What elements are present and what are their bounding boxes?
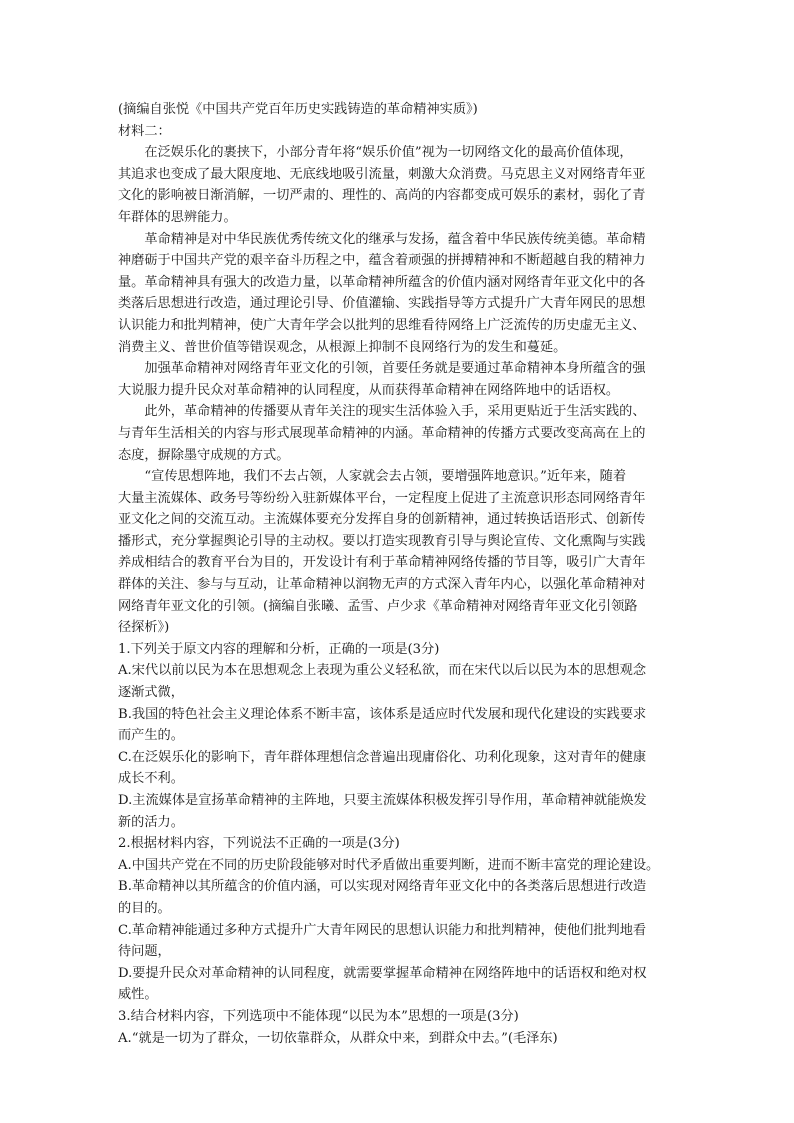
paragraph-5 <box>118 466 684 639</box>
option-line: D.要提升民众对革命精神的认同程度，就需要掌握革命精神在网络阵地中的话语权和绝对权 <box>118 965 647 981</box>
option-d <box>118 790 684 833</box>
option-line: 的目的。 <box>118 900 171 916</box>
paragraph-line: 此外，革命精神的传播要从青年关注的现实生活体验入手，采用更贴近于生活实践的、 <box>144 404 646 420</box>
paragraph-line: 亚文化之间的交流互动。主流媒体要充分发挥自身的创新精神，通过转换话语形式、创新传 <box>118 512 646 528</box>
paragraph-line: 大说服力提升民众对革命精神的认同程度，从而获得革命精神在网络阵地中的话语权。 <box>118 382 620 398</box>
question-1 <box>118 639 684 833</box>
paragraph-line: 消费主义、普世价值等错误观念，从根源上抑制不良网络行为的发生和蔓延。 <box>118 339 567 355</box>
option-line: B.我国的特色社会主义理论体系不断丰富，该体系是适应时代发展和现代化建设的实践要求 <box>118 706 647 722</box>
paragraph-line: 加强革命精神对网络青年亚文化的引领，首要任务就是要通过革命精神本身所蕴含的强 <box>144 361 646 377</box>
paragraph-line: 量。革命精神具有强大的改造力量，以革命精神所蕴含的价值内涵对网络青年亚文化中的各 <box>118 274 646 290</box>
paragraph-2 <box>118 229 684 359</box>
option-a <box>118 1028 684 1050</box>
option-a <box>118 855 684 877</box>
option-line: 成长不利。 <box>118 771 184 787</box>
question-stem: 3.结合材料内容，下列选项中不能体现“以民为本”思想的一项是(3分) <box>118 1008 519 1024</box>
paragraph-line: 网络青年亚文化的引领。(摘编自张曦、孟雪、卢少求《革命精神对网络青年亚文化引领路 <box>118 598 638 614</box>
option-d <box>118 963 684 1006</box>
material-2-label: 材料二： <box>118 123 171 139</box>
option-line: 待问题， <box>118 944 171 960</box>
option-line: 新的活力。 <box>118 814 184 830</box>
option-line: A.中国共产党在不同的历史阶段能够对时代矛盾做出重要判断，进而不断丰富党的理论建设。 <box>118 857 660 873</box>
paragraph-line: 神磨砺于中国共产党的艰辛奋斗历程之中，蕴含着顽强的拼搏精神和不断超越自我的精神力 <box>118 253 646 269</box>
paragraph-line: 与青年生活相关的内容与形式展现革命精神的内涵。革命精神的传播方式要改变高高在上的 <box>118 425 646 441</box>
paragraph-line: 文化的影响被日渐消解，一切严肃的、理性的、高尚的内容都变成可娱乐的素材，弱化了青 <box>118 188 646 204</box>
source-citation-1: (摘编自张悦《中国共产党百年历史实践铸造的革命精神实质》) <box>118 102 478 117</box>
option-line: 威性。 <box>118 987 158 1003</box>
option-c <box>118 747 684 790</box>
paragraph-line: 年群体的思辨能力。 <box>118 209 237 225</box>
paragraph-4 <box>118 401 684 466</box>
paragraph-line: 革命精神是对中华民族优秀传统文化的继承与发扬，蕴含着中华民族传统美德。革命精 <box>144 231 646 247</box>
paragraph-line: “宣传思想阵地，我们不去占领，人家就会去占领，要增强阵地意识。”近年来，随着 <box>144 469 627 485</box>
paragraph-line: 径探析》) <box>118 620 170 636</box>
option-b <box>118 876 684 919</box>
paragraph-line: 养成相结合的教育平台为目的，开发设计有利于革命精神网络传播的节目等，吸引广大青年 <box>118 555 646 571</box>
option-line: D.主流媒体是宣扬革命精神的主阵地，只要主流媒体积极发挥引导作用，革命精神就能焕发 <box>118 793 647 808</box>
paragraph-line: 其追求也变成了最大限度地、无底线地吸引流量，刺激大众消费。马克思主义对网络青年亚 <box>118 166 646 182</box>
document-page <box>118 99 684 1049</box>
option-b <box>118 704 684 747</box>
option-line: A.宋代以前以民为本在思想观念上表现为重公义轻私欲，而在宋代以后以民为本的思想观念 <box>118 663 647 679</box>
option-line: C.在泛娱乐化的影响下，青年群体理想信念普遍出现庸俗化、功利化现象，这对青年的健康 <box>118 749 647 765</box>
option-line: 逐渐式微， <box>118 685 184 701</box>
option-a <box>118 660 684 703</box>
question-2 <box>118 833 684 1006</box>
paragraph-line: 认识能力和批判精神，使广大青年学会以批判的思维看待网络上广泛流传的历史虚无主义、 <box>118 317 646 333</box>
option-line: B.革命精神以其所蕴含的价值内涵，可以实现对网络青年亚文化中的各类落后思想进行改造 <box>118 879 647 895</box>
paragraph-1 <box>118 142 684 228</box>
paragraph-line: 大量主流媒体、政务号等纷纷入驻新媒体平台，一定程度上促进了主流意识形态同网络青年 <box>118 490 646 506</box>
question-3 <box>118 1006 684 1049</box>
option-line: 而产生的。 <box>118 728 184 744</box>
paragraph-line: 态度，摒除墨守成规的方式。 <box>118 447 290 463</box>
paragraph-line: 在泛娱乐化的裹挟下，小部分青年将“娱乐价值”视为一切网络文化的最高价值体现， <box>144 145 633 161</box>
option-line: A.“就是一切为了群众，一切依靠群众，从群众中来，到群众中去。”(毛泽东) <box>118 1030 558 1046</box>
option-c <box>118 920 684 963</box>
paragraph-3 <box>118 358 684 401</box>
question-stem: 2.根据材料内容，下列说法不正确的一项是(3分) <box>118 836 400 852</box>
paragraph-line: 群体的关注、参与与互动，让革命精神以润物无声的方式深入青年内心，以强化革命精神对 <box>118 577 646 593</box>
question-stem: 1.下列关于原文内容的理解和分析，正确的一项是(3分) <box>118 641 440 657</box>
paragraph-line: 类落后思想进行改造，通过理论引导、价值灌输、实践指导等方式提升广大青年网民的思想 <box>118 296 646 312</box>
option-line: C.革命精神能通过多种方式提升广大青年网民的思想认识能力和批判精神，使他们批判地看 <box>118 922 647 938</box>
paragraph-line: 播形式，充分掌握舆论引导的主动权。要以打造实现教育引导与舆论宣传、文化熏陶与实践 <box>118 533 646 549</box>
